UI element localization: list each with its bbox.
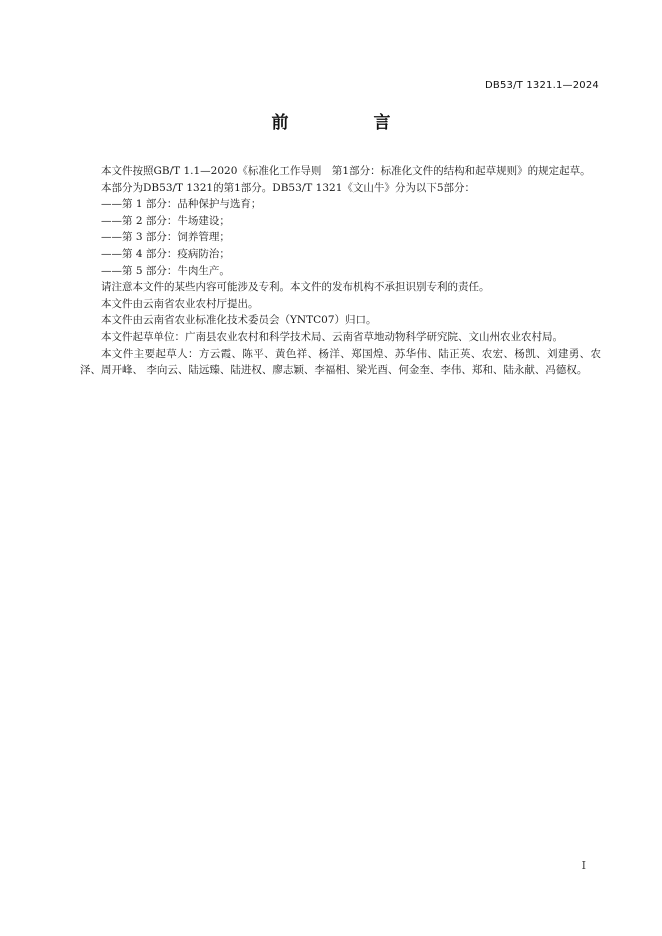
foreword-body <box>80 163 601 379</box>
document-code: DB53/T 1321.1—2024 <box>485 80 599 91</box>
paragraph-drafting-basis: 本文件按照GB/T 1.1—2020《标准化工作导则 第1部分：标准化文件的结构和起草规则》的规定起草。 <box>101 165 591 177</box>
paragraph-part-overview: 本部分为DB53/T 1321的第1部分。DB53/T 1321《文山牛》分为以下5部分： <box>101 181 476 194</box>
paragraph-drafters: 本文件主要起草人：方云霞、陈平、黄色祥、杨洋、郑国煌、苏华伟、陆正英、农宏、杨凯、刘建勇、农泽、周开峰、 李向云、陆远臻、陆进权、廖志颖、李福相、梁光酉、何金奎、李伟、郑和、陆永献、冯德权。 <box>80 347 601 377</box>
list-item-part-1: ——第 1 部分：品种保护与选育； <box>101 198 262 211</box>
paragraph-drafting-units: 本文件起草单位：广南县农业农村和科学技术局、云南省草地动物科学研究院、文山州农业农村局。 <box>101 330 563 343</box>
paragraph-proposer: 本文件由云南省农业农村厅提出。 <box>101 297 259 310</box>
paragraph-committee: 本文件由云南省农业标准化技术委员会（YNTC07）归口。 <box>101 314 377 327</box>
list-item-part-5: ——第 5 部分：牛肉生产。 <box>101 264 230 277</box>
page-title: 前 言 <box>271 113 425 133</box>
paragraph-patent-notice: 请注意本文件的某些内容可能涉及专利。本文件的发布机构不承担识别专利的责任。 <box>101 281 490 294</box>
list-item-part-2: ——第 2 部分：牛场建设； <box>101 214 230 227</box>
page-number: I <box>581 859 586 872</box>
list-item-part-4: ——第 4 部分：疫病防治； <box>101 247 230 260</box>
list-item-part-3: ——第 3 部分：饲养管理； <box>101 231 230 244</box>
